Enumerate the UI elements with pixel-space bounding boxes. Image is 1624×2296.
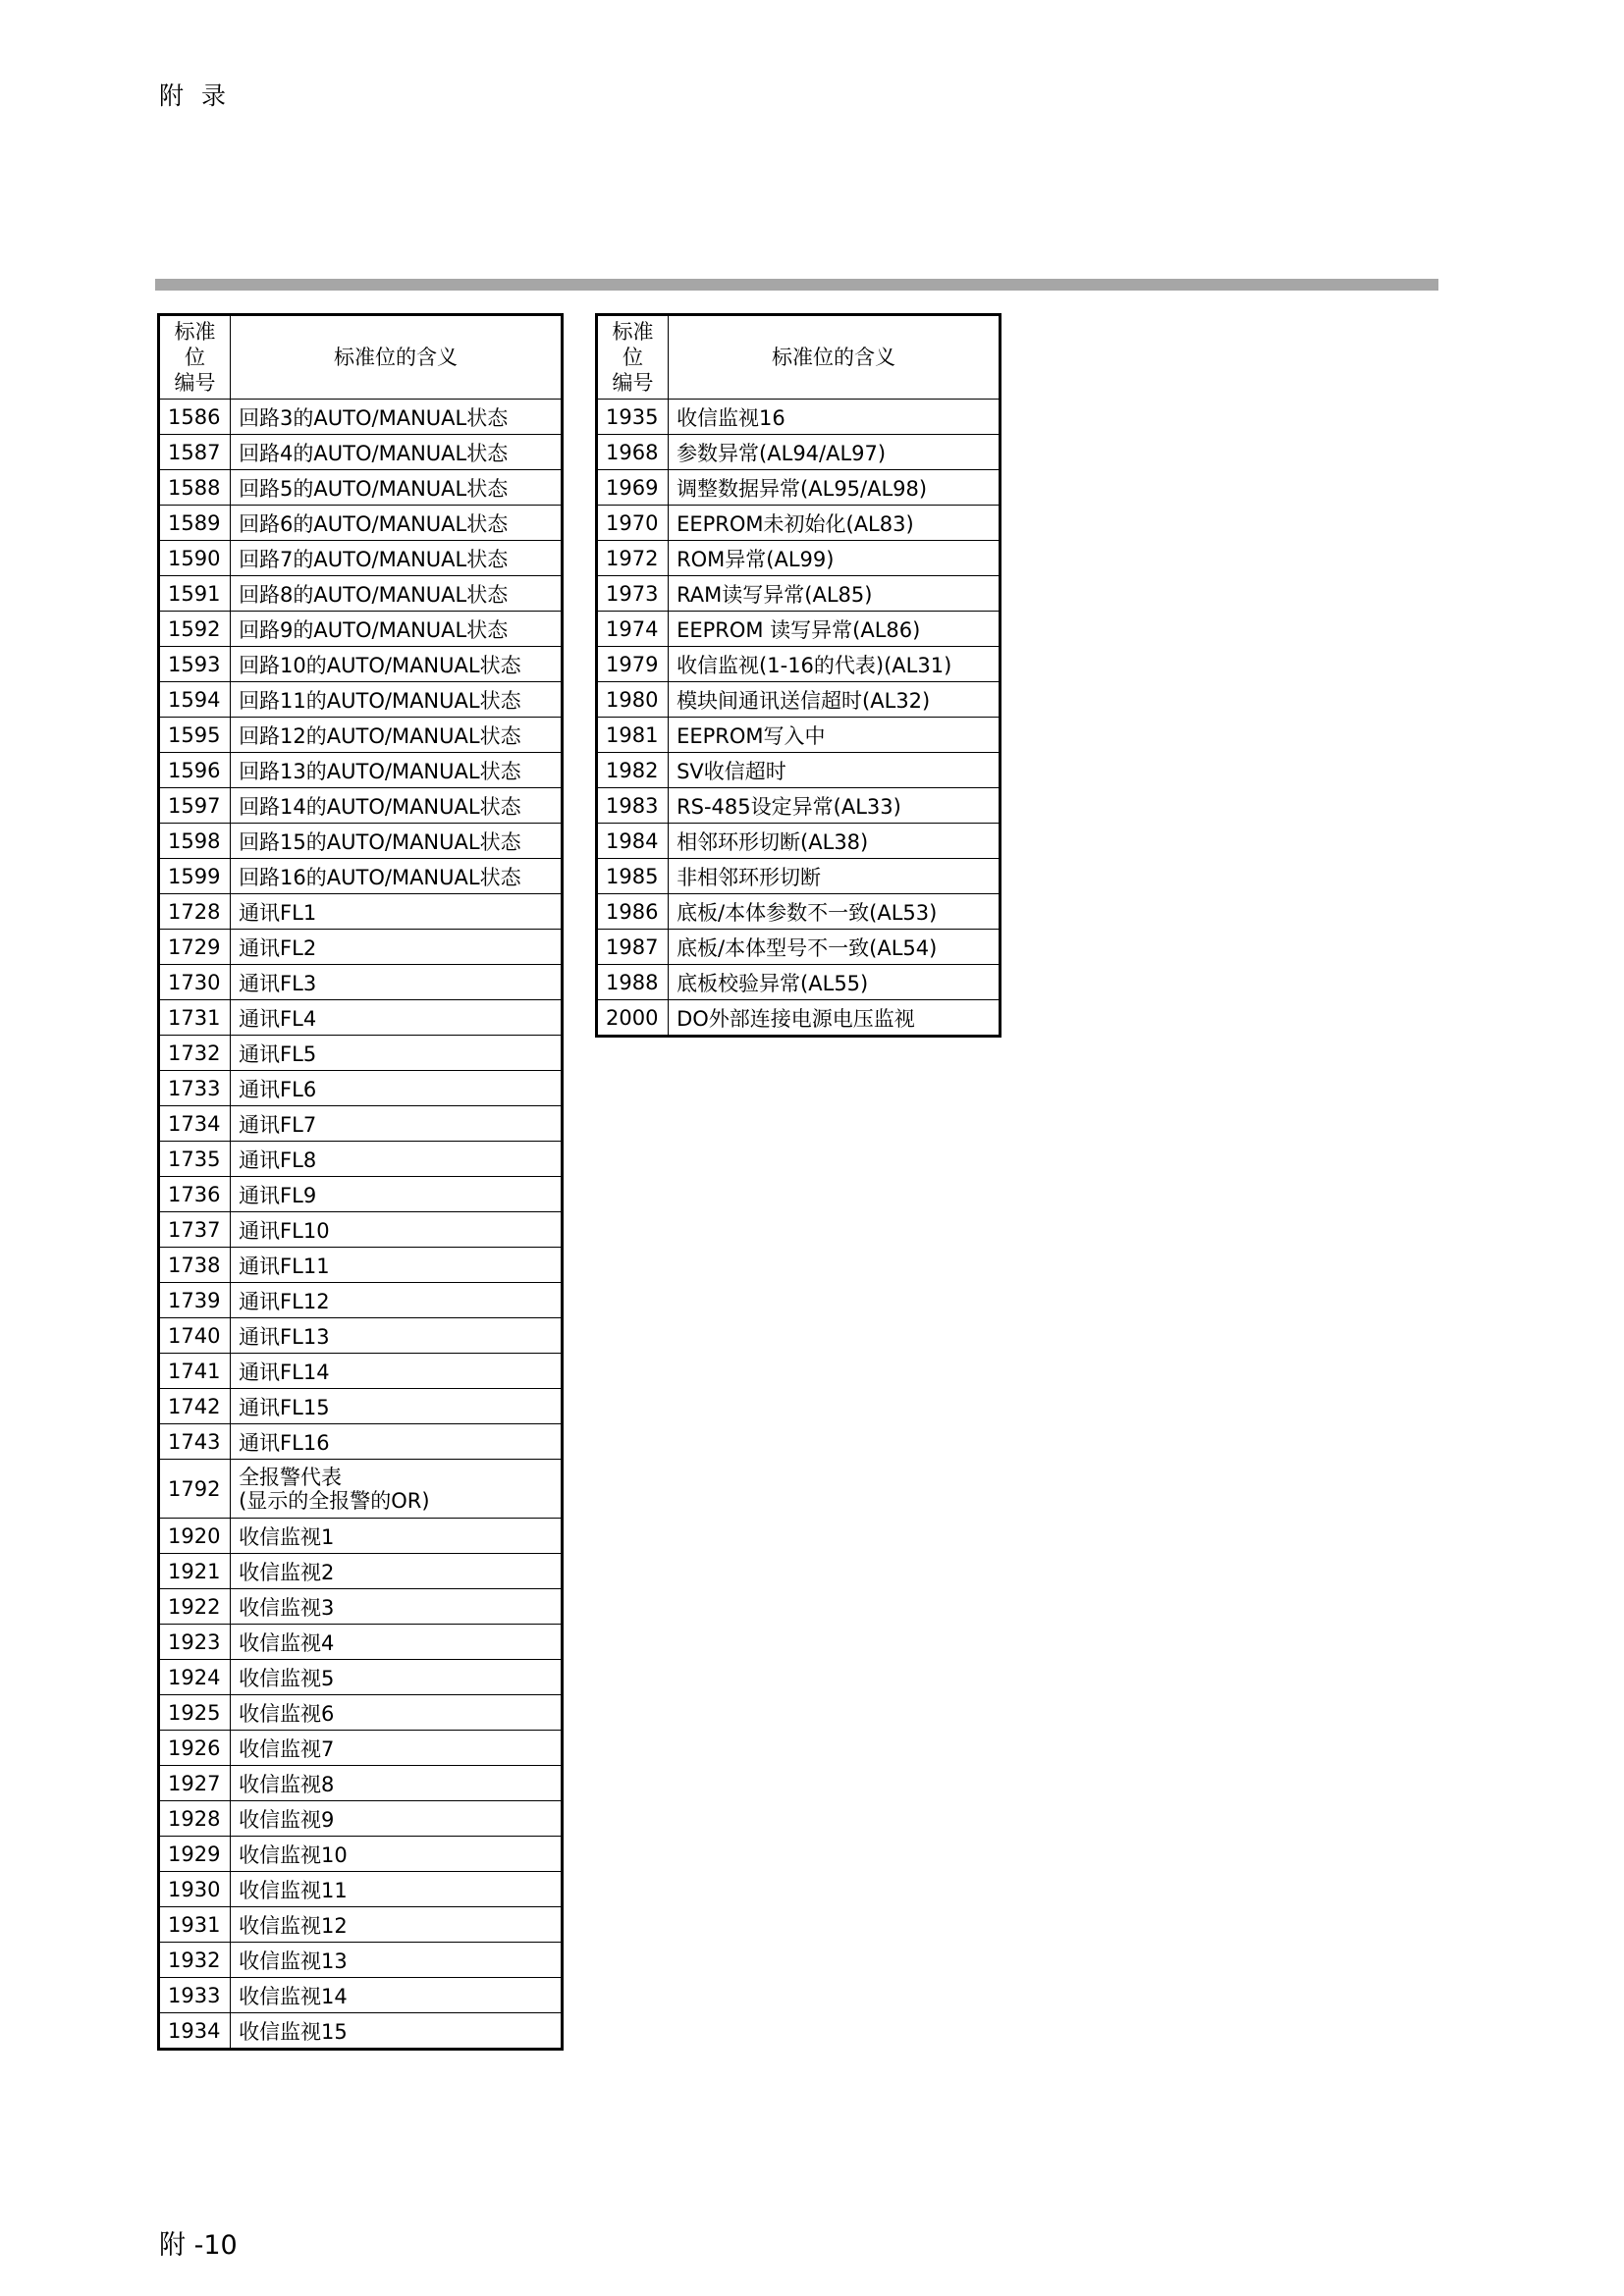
table-row — [159, 1837, 563, 1872]
bit-number: 1923 — [159, 1625, 231, 1660]
bit-number: 1737 — [159, 1212, 231, 1248]
bit-number: 1743 — [159, 1424, 231, 1460]
table-row — [159, 1283, 563, 1318]
column-header-desc: 标准位的含义 — [669, 315, 1001, 400]
table-row — [159, 1907, 563, 1943]
bit-number: 1594 — [159, 682, 231, 718]
bit-meaning: 收信监视4 — [231, 1625, 563, 1660]
table-row — [159, 1554, 563, 1589]
table-row — [159, 541, 563, 576]
table-row — [597, 718, 1001, 753]
table-row — [159, 1318, 563, 1354]
column-header-desc: 标准位的含义 — [231, 315, 563, 400]
table-row — [159, 1766, 563, 1801]
bit-meaning: 全报警代表 (显示的全报警的OR) — [231, 1460, 563, 1519]
bit-number: 1925 — [159, 1695, 231, 1731]
table-row — [597, 682, 1001, 718]
bit-meaning: 通讯FL9 — [231, 1177, 563, 1212]
bit-number: 1935 — [597, 400, 669, 435]
table-row — [597, 612, 1001, 647]
bit-meaning: EEPROM 读写异常(AL86) — [669, 612, 1001, 647]
bit-meaning: 模块间通讯送信超时(AL32) — [669, 682, 1001, 718]
bit-number: 1979 — [597, 647, 669, 682]
bit-meaning: 调整数据异常(AL95/AL98) — [669, 470, 1001, 506]
table-row — [597, 894, 1001, 930]
bit-number: 1596 — [159, 753, 231, 788]
bit-meaning: 收信监视10 — [231, 1837, 563, 1872]
table-row — [597, 470, 1001, 506]
bit-meaning: 回路5的AUTO/MANUAL状态 — [231, 470, 563, 506]
bit-number: 1920 — [159, 1519, 231, 1554]
bit-number: 1981 — [597, 718, 669, 753]
bit-number: 1792 — [159, 1460, 231, 1519]
table-row — [159, 1142, 563, 1177]
bit-meaning: 收信监视7 — [231, 1731, 563, 1766]
bit-number: 1933 — [159, 1978, 231, 2013]
table-row — [159, 1695, 563, 1731]
bit-number: 1987 — [597, 930, 669, 965]
table-row — [159, 1625, 563, 1660]
bit-number: 1980 — [597, 682, 669, 718]
bit-number: 1736 — [159, 1177, 231, 1212]
bit-meaning: 收信监视16 — [669, 400, 1001, 435]
table-row — [159, 1248, 563, 1283]
bit-meaning: 回路12的AUTO/MANUAL状态 — [231, 718, 563, 753]
table-row — [597, 647, 1001, 682]
bit-meaning: 回路8的AUTO/MANUAL状态 — [231, 576, 563, 612]
bit-number: 1988 — [597, 965, 669, 1000]
bit-number: 1739 — [159, 1283, 231, 1318]
table-row — [597, 435, 1001, 470]
bit-number: 1740 — [159, 1318, 231, 1354]
table-row — [159, 965, 563, 1000]
bit-number: 1735 — [159, 1142, 231, 1177]
table-row — [159, 1389, 563, 1424]
bit-number: 1588 — [159, 470, 231, 506]
column-header-num-text: 标准 位 编号 — [174, 320, 216, 395]
bit-meaning: 通讯FL16 — [231, 1424, 563, 1460]
bit-meaning: 通讯FL14 — [231, 1354, 563, 1389]
bit-meaning: 通讯FL10 — [231, 1212, 563, 1248]
table-row — [597, 824, 1001, 859]
table-row — [597, 859, 1001, 894]
bit-number: 1924 — [159, 1660, 231, 1695]
bit-number: 1932 — [159, 1943, 231, 1978]
bit-number: 1741 — [159, 1354, 231, 1389]
table-row — [597, 930, 1001, 965]
column-header-num — [159, 315, 231, 400]
bit-number: 1590 — [159, 541, 231, 576]
table-row — [159, 1071, 563, 1106]
bit-number: 1982 — [597, 753, 669, 788]
bit-number: 1985 — [597, 859, 669, 894]
table-row — [159, 1354, 563, 1389]
bit-number: 1983 — [597, 788, 669, 824]
column-header-num — [597, 315, 669, 400]
bit-meaning: 收信监视11 — [231, 1872, 563, 1907]
bit-meaning: 回路15的AUTO/MANUAL状态 — [231, 824, 563, 859]
bit-meaning: 回路3的AUTO/MANUAL状态 — [231, 400, 563, 435]
bit-meaning: 回路16的AUTO/MANUAL状态 — [231, 859, 563, 894]
table-row — [159, 682, 563, 718]
table-row — [159, 647, 563, 682]
bit-meaning: 通讯FL1 — [231, 894, 563, 930]
table-row — [159, 1106, 563, 1142]
bit-meaning: RAM读写异常(AL85) — [669, 576, 1001, 612]
bit-meaning: EEPROM写入中 — [669, 718, 1001, 753]
bit-number: 1733 — [159, 1071, 231, 1106]
table-row — [159, 1731, 563, 1766]
table-row — [597, 541, 1001, 576]
table-row — [159, 2013, 563, 2050]
bit-number: 1732 — [159, 1036, 231, 1071]
bit-meaning: 参数异常(AL94/AL97) — [669, 435, 1001, 470]
bit-meaning: 收信监视8 — [231, 1766, 563, 1801]
table-row — [159, 435, 563, 470]
table-row — [159, 1660, 563, 1695]
bit-meaning: 收信监视(1-16的代表)(AL31) — [669, 647, 1001, 682]
bit-meaning: 底板/本体参数不一致(AL53) — [669, 894, 1001, 930]
table-row — [159, 894, 563, 930]
header-label: 附录 — [159, 81, 244, 110]
bit-meaning: 收信监视5 — [231, 1660, 563, 1695]
bit-number: 1734 — [159, 1106, 231, 1142]
bit-table-left — [157, 313, 564, 2051]
bit-meaning: 收信监视12 — [231, 1907, 563, 1943]
bit-meaning: 通讯FL5 — [231, 1036, 563, 1071]
bit-meaning: 收信监视15 — [231, 2013, 563, 2050]
bit-number: 1595 — [159, 718, 231, 753]
table-row — [159, 930, 563, 965]
bit-number: 1593 — [159, 647, 231, 682]
table-row — [597, 1000, 1001, 1037]
bit-meaning: 通讯FL13 — [231, 1318, 563, 1354]
page-number: 附 -10 — [159, 2230, 238, 2261]
table-row — [597, 965, 1001, 1000]
bit-meaning: 回路7的AUTO/MANUAL状态 — [231, 541, 563, 576]
bit-number: 1930 — [159, 1872, 231, 1907]
table-row — [159, 859, 563, 894]
table-header-row — [597, 315, 1001, 400]
bit-number: 1972 — [597, 541, 669, 576]
bit-meaning: 底板校验异常(AL55) — [669, 965, 1001, 1000]
bit-number: 1986 — [597, 894, 669, 930]
bit-meaning: 收信监视1 — [231, 1519, 563, 1554]
table-row — [159, 1872, 563, 1907]
table-row — [159, 824, 563, 859]
bit-meaning: 收信监视6 — [231, 1695, 563, 1731]
table-row — [159, 1036, 563, 1071]
table-row — [159, 1460, 563, 1519]
bit-meaning: 回路6的AUTO/MANUAL状态 — [231, 506, 563, 541]
bit-meaning: 收信监视3 — [231, 1589, 563, 1625]
bit-meaning: ROM异常(AL99) — [669, 541, 1001, 576]
bit-number: 1926 — [159, 1731, 231, 1766]
bit-meaning: 收信监视13 — [231, 1943, 563, 1978]
bit-number: 1729 — [159, 930, 231, 965]
table-row — [159, 788, 563, 824]
bit-number: 1969 — [597, 470, 669, 506]
table-row — [159, 1589, 563, 1625]
table-row — [159, 1519, 563, 1554]
bit-meaning: 收信监视2 — [231, 1554, 563, 1589]
bit-meaning: 通讯FL3 — [231, 965, 563, 1000]
bit-number: 1928 — [159, 1801, 231, 1837]
bit-meaning: 回路11的AUTO/MANUAL状态 — [231, 682, 563, 718]
table-row — [597, 576, 1001, 612]
bit-number: 1973 — [597, 576, 669, 612]
bit-meaning: 通讯FL8 — [231, 1142, 563, 1177]
bit-meaning: 通讯FL2 — [231, 930, 563, 965]
bit-meaning: EEPROM未初始化(AL83) — [669, 506, 1001, 541]
bit-number: 1974 — [597, 612, 669, 647]
bit-number: 1731 — [159, 1000, 231, 1036]
header-rule — [155, 279, 1438, 291]
table-row — [159, 506, 563, 541]
bit-meaning: 非相邻环形切断 — [669, 859, 1001, 894]
bit-number: 1742 — [159, 1389, 231, 1424]
bit-table-right — [595, 313, 1001, 1038]
bit-number: 1934 — [159, 2013, 231, 2050]
bit-meaning: 通讯FL12 — [231, 1283, 563, 1318]
bit-meaning: 收信监视9 — [231, 1801, 563, 1837]
bit-meaning: 回路14的AUTO/MANUAL状态 — [231, 788, 563, 824]
table-row — [159, 1978, 563, 2013]
bit-number: 1591 — [159, 576, 231, 612]
table-row — [159, 1943, 563, 1978]
table-row — [159, 612, 563, 647]
table-row — [597, 400, 1001, 435]
bit-meaning: 通讯FL4 — [231, 1000, 563, 1036]
table-row — [159, 1212, 563, 1248]
table-row — [159, 753, 563, 788]
table-row — [159, 718, 563, 753]
bit-meaning: DO外部连接电源电压监视 — [669, 1000, 1001, 1037]
bit-meaning: 通讯FL11 — [231, 1248, 563, 1283]
bit-number: 1921 — [159, 1554, 231, 1589]
bit-meaning: 回路4的AUTO/MANUAL状态 — [231, 435, 563, 470]
bit-number: 2000 — [597, 1000, 669, 1037]
table-header-row — [159, 315, 563, 400]
table-row — [159, 1177, 563, 1212]
bit-number: 1927 — [159, 1766, 231, 1801]
bit-meaning: 相邻环形切断(AL38) — [669, 824, 1001, 859]
table-row — [159, 1801, 563, 1837]
bit-number: 1970 — [597, 506, 669, 541]
bit-meaning: 回路9的AUTO/MANUAL状态 — [231, 612, 563, 647]
bit-number: 1738 — [159, 1248, 231, 1283]
table-row — [597, 753, 1001, 788]
table-row — [597, 788, 1001, 824]
bit-number: 1586 — [159, 400, 231, 435]
bit-number: 1599 — [159, 859, 231, 894]
bit-meaning: 通讯FL15 — [231, 1389, 563, 1424]
table-row — [159, 1000, 563, 1036]
table-row — [159, 400, 563, 435]
bit-number: 1728 — [159, 894, 231, 930]
bit-number: 1968 — [597, 435, 669, 470]
bit-number: 1931 — [159, 1907, 231, 1943]
bit-meaning: 回路10的AUTO/MANUAL状态 — [231, 647, 563, 682]
bit-meaning: 通讯FL7 — [231, 1106, 563, 1142]
table-row — [159, 470, 563, 506]
bit-number: 1730 — [159, 965, 231, 1000]
bit-number: 1589 — [159, 506, 231, 541]
bit-meaning: 底板/本体型号不一致(AL54) — [669, 930, 1001, 965]
bit-number: 1592 — [159, 612, 231, 647]
bit-number: 1598 — [159, 824, 231, 859]
bit-meaning: 回路13的AUTO/MANUAL状态 — [231, 753, 563, 788]
bit-number: 1922 — [159, 1589, 231, 1625]
table-row — [159, 576, 563, 612]
table-row — [159, 1424, 563, 1460]
table-row — [597, 506, 1001, 541]
bit-number: 1587 — [159, 435, 231, 470]
bit-meaning: RS-485设定异常(AL33) — [669, 788, 1001, 824]
bit-meaning: 通讯FL6 — [231, 1071, 563, 1106]
bit-meaning: SV收信超时 — [669, 753, 1001, 788]
column-header-num-text: 标准 位 编号 — [612, 320, 654, 395]
bit-meaning: 收信监视14 — [231, 1978, 563, 2013]
bit-number: 1929 — [159, 1837, 231, 1872]
bit-number: 1597 — [159, 788, 231, 824]
bit-number: 1984 — [597, 824, 669, 859]
